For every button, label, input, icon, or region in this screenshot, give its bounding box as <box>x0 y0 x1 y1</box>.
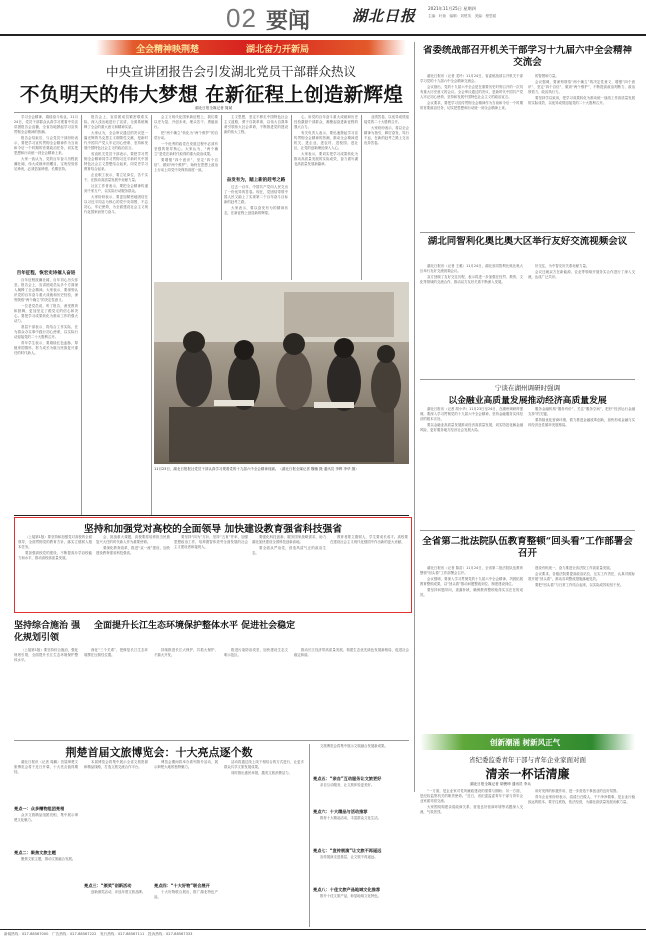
lower-rule <box>14 740 409 741</box>
lead-body-col-1b: 百年征程波澜壮阔，百年初心历久弥坚。报告会上，宣讲团成员从多个方面深入阐释了全会精神。大家表示，要深刻认识党的百年奋斗重大成就和历史经验，深刻领悟“两个确立”的决定性意义。 一位老党员说，听了报告，深受教育和鼓舞，更加坚定了跟党走的信心和决心。要把学习成果转化为推动工作的强大动力。 基层干部表示，将结合工作实际，在为群众办实事中践行初心使命，以实际行动迎接党的二十大胜利召开。 青年学生表示，要赓续红色血脉，厚植家国情怀，努力成长为堪当民族复兴重任的时代新人。 <box>14 278 78 355</box>
story4-byline: 湖北日报讯（记者 陈苗） <box>427 566 467 570</box>
masthead <box>0 0 646 40</box>
footer-rule <box>0 929 646 930</box>
lead-subhead-2: 奋发有为，踏上新的赶考之路 <box>226 178 286 183</box>
expo-byline: 湖北日报讯（记者 周鹏） <box>21 760 61 764</box>
story3-body-col-2: 服务金融机构“服务有价”，关注“服务空间”，把好“经济运行金融支持”的关键。 要持续优化营商环境，着力推进金融改革创新，加快形成金融与实体经济良性循环发展格局。 <box>528 407 635 427</box>
highlight-body-col-1: （上接第1版）要坚持和加强党对高校的全面领导，全面贯彻党的教育方针，落实立德树人根本任务。 要加强高校党的建设，不断提高办学治校能力和水平，推动高校高质量发展。 <box>18 535 92 560</box>
bottom-right-headline: 清亲一杯话清廉 <box>485 767 570 781</box>
story2-body-col-2: 好交往，为中智友好关系贡献力量。 会议还就双方在新能源、农业等领域开展务实合作进行了深入交流，达成广泛共识。 <box>528 264 635 279</box>
lower-left-headline-2: 全面提升长江生态环境保护整体水平 促进社会稳定 <box>94 621 296 631</box>
expo-subhead-4: 亮点四：“十大好物”联合展开 <box>154 883 210 888</box>
highlight-article <box>14 517 412 613</box>
col-divider <box>221 115 222 280</box>
expo-subhead-3: 亮点三：“颁奖”创新活动 <box>84 883 132 888</box>
lead-photo <box>154 282 409 464</box>
expo-body-col-2b: 创新颁奖活动，评选年度文旅品牌。 <box>91 890 146 894</box>
lower-left-body-col-3: 持续推进长江大保护，共抓大保护、不搞大开发。 <box>154 648 218 657</box>
footer-text: 新闻热线：027-88567000 广告热线：027-88567222 发行热线：027-88567111 投诉热线：027-88567333 <box>4 932 193 936</box>
story3-body-col-1: 湖北日报讯（记者 胡小华）11月23日至24日，在湖州调研时强调，要深入学习贯彻党的十九届六中全会精神，坚持金融服务实体经济的根本宗旨。 要以金融业高质量发展推动经济高质量发展，切实防范化解金融风险，更好服务地方经济社会发展大局。 <box>420 407 523 432</box>
story3-kicker: 宁谈在湖州调研时强调 <box>495 384 560 392</box>
middle-subhead-3: 亮点七：“宣传展演”让文旅不再遥远 <box>313 848 382 853</box>
highlight-byline: （上接第1版） <box>25 535 48 539</box>
lead-body-col-3: 会主义现代化国家新征程上，我们要以史为鉴、开创未来，埋头苦干、勇毅前行。 把“两个确立”转化为“两个维护”的自觉行动。 一个优秀的政党在发展过程中必须有坚强的领导核心。大家认为，“两个确立”是党在新时代取得的重大政治成果。 要增强“四个意识”、坚定“四个自信”、做到“两个维护”，始终在思想上政治上行动上同党中央保持高度一致。 <box>154 115 218 172</box>
highlight-body-col-4: 要强化科技创新，服务国家战略需求，助力湖北加快建设全国科技创新高地。 要全面从严治党，营造风清气正的政治生态。 <box>252 535 326 555</box>
highlight-headline: 坚持和加强党对高校的全面领导 加快建设教育强省科技强省 <box>83 524 343 535</box>
lower-left-body-col-5: 推动长江经济带高质量发展，构建生态优先绿色发展新格局，促进社会稳定和谐。 <box>294 648 409 657</box>
editor-line: 主编：叶琼 编辑：刘楚英 美编：程思韬 <box>428 14 497 18</box>
middle-col-body-c: 推荐十大精品活动，丰富群众文化生活。 <box>320 816 382 820</box>
middle-col-body: 文旅博览会将集中展示文旅融合发展新成果。 <box>320 744 388 748</box>
lower-left-body-col-1: （上接第1版）要坚持综合施治，强化规划引领，全面提升长江生态环境保护整体水平。 <box>14 648 78 662</box>
right-rule <box>420 379 635 380</box>
middle-subhead-2: 亮点六：十大精品与活动推荐 <box>313 809 368 814</box>
lead-body-col-4b: 过去一百年，中国共产党向人民交出了一份优异的答卷。现在，党团结带领中国人民又踏上了实现第二个百年奋斗目标新的赶考之路。 大家表示，要以奋发有为的精神状态，在新征程上创造新的辉煌。 <box>224 185 288 215</box>
highlight-body-col-5: 教育者要立德树人，学生要成长成才。高校要在建设社会主义现代化强国中作出新的更大贡献。 <box>330 535 408 544</box>
bottom-right-byline: 湖北日报全媒记者 胡俊坤 通讯员 李兵 <box>470 782 531 786</box>
story1-body-col-2: 的智慧和力量。 会议强调，要深刻领悟“两个确立”的决定性意义，增强“四个意识”、坚定“四个自信”、做到“两个维护”，不断提高政治判断力、政治领悟力、政治执行力。 要坚持学以致用，把学习成果转化为推动统一战线工作高质量发展的实际成效，以优异成绩迎接党的二十大胜利召开。 <box>528 74 635 105</box>
expo-body-col-1: 湖北日报讯（记者 周鹏）首届荆楚文旅博览会将于近日开幕，十大亮点值得期待。 <box>14 760 78 774</box>
col-divider <box>309 744 310 927</box>
col-divider <box>291 115 292 280</box>
lead-kicker: 中央宣讲团报告会引发湖北党员干部群众热议 <box>105 64 356 79</box>
right-rule <box>420 530 635 531</box>
bottom-right-body-col-1: “一方面，是企业家对党风廉政建设的需要与期盼；另一方面，是纪检监察机关的职责使命。”近日，省纪委监委青年干部与青年企业家面对面交流。 大家围绕构建亲清政商关系、营造良好营商环境等话题深入交流，气氛热烈。 <box>420 789 523 814</box>
left-area-rule <box>14 515 409 516</box>
lead-body-col-4: 主义思想，坚定不移走中国特色社会主义道路，勇于自我革命，以伟大自我革命引领伟大社会革命，不断推进党的建设新的伟大工程。 <box>224 115 288 134</box>
story3-headline: 以金融业高质量发展推动经济高质量发展 <box>448 396 607 406</box>
story2-body-col-1: 湖北日报讯（记者 王雅）11月24日，湖北省同智利比奥比奥大区举行友好交流视频会议。 双方回顾了友好交往历程，表示将进一步加强在经贸、教育、文化等领域的交流合作，推动双方友好关系不断深入发展。 <box>420 264 523 284</box>
expo-body-col-4: 活动将通过线上线下相结合的方式进行，让更多群众共享文旅发展成果。 同时推出惠民举措，激发文旅消费活力。 <box>224 760 304 775</box>
story1-headline-1: 省委统战部召开机关干部学习十九届六中全会精神交流会 <box>422 45 632 68</box>
middle-subhead-4: 亮点八：十佳文旅产品地域文化推荐 <box>313 887 381 892</box>
bottom-right-kicker: 省纪委监委青年干部与青年企业家面对面 <box>469 756 586 764</box>
banner-right-text: 湖北奋力开新局 <box>246 45 310 55</box>
story1-byline: 湖北日报讯（记者 龙玲） <box>427 74 467 78</box>
right-col-divider <box>414 42 415 792</box>
col-divider <box>151 115 152 515</box>
brand-logo: 湖北日报 <box>352 7 417 25</box>
story4-body-col-1: 湖北日报讯（记者 陈苗）11月24日，全省第二批法院队伍教育整顿“回头看”工作部署会召开。 会议强调，要深入学习贯彻党的十九届六中全会精神，巩固拓展教育整顿成果，以“回头看”推动问题整改到位、制度建设到位。 要坚持问题导向，查漏补缺，确保教育整顿取得实实在在的成效。 <box>420 566 523 597</box>
banner-left-text: 全会精神映荆楚 <box>136 45 200 55</box>
middle-subhead-1: 亮点五：“亲自”互动服务让文旅更好 <box>313 776 382 781</box>
highlight-body-col-3: 要坚持“四为”方针，坚持“五育”并举，加强思想政治工作，培养德智体美劳全面发展的社会主义建设者和接班人。 <box>174 535 248 549</box>
lower-left-body-col-2: 深化“三个关系”，把修复长江生态环境摆在压倒性位置。 <box>84 648 148 657</box>
col-divider <box>81 115 82 515</box>
expo-body-col-3b: 十大好物联合展出，推广湖北特色产品。 <box>154 890 218 899</box>
lower-left-body-col-4: 推进污染防治攻坚，加快建设生态文明示范区。 <box>224 648 288 657</box>
bottom-right-banner-text: 创新潮涌 树新风正气 <box>490 738 561 747</box>
lead-rule <box>14 112 409 113</box>
right-rule <box>420 232 635 233</box>
lead-photo-caption: 11月23日，湖北日报报社党员干部认真学习观看党的十九届六中全会精神视频。（湖北日报全媒记者 魏锴 摄 通讯员 李辉 李华 摄） <box>154 467 359 471</box>
story1-body-col-1: 湖北日报讯（记者 龙玲）11月24日，省委统战部召开机关干部学习党的十九届六中全会精神交流会。 会议指出，党的十九届六中全会是在重要历史时刻召开的一次具有重大历史意义的会议。全会审议通过的决议，是新时代中国共产党人牢记初心使命、坚持和发展中国特色社会主义的政治宣言。 会议要求，要把学习宣传贯彻全会精神作为当前和今后一个时期的首要政治任务，切实把思想和行动统一到全会精神上来。 <box>420 74 523 110</box>
lead-body-col-5: 心，用党的百年奋斗重大成就和历史经验激励干部群众，凝聚起奋进新征程的强大合力。 有关负责人表示，要迅速掀起学习宣传贯彻全会精神的热潮，推动全会精神进机关、进企业、进农村、进校园、进社区，让党的创新理论深入人心。 大家表示，要切实把学习成果转化为推动高质量发展的实际成效，奋力谱写湖北高质量发展新篇章。 <box>294 115 358 166</box>
highlight-body-col-2: 会、挑战重大课题，高校要将培养担当民族复兴大任的时代新人作为重要使命。 要深化教育改革，推进“双一流”建设，加快建设教育强省科技强省。 <box>96 535 170 555</box>
story3-byline: 湖北日报讯（记者 胡小华） <box>427 407 470 411</box>
expo-body-col-1b: 众多文旅精品组团亮相，集中展示荆楚文化魅力。 <box>14 813 78 822</box>
date-line: 2021年11月25日 星期四 <box>428 6 476 11</box>
bottom-right-banner <box>420 734 635 750</box>
section-title: 要闻 <box>266 9 311 34</box>
expo-subhead-1: 亮点一：众多赠物组团亮相 <box>14 806 65 811</box>
story4-headline: 全省第二批法院队伍教育整顿“回头看”工作部署会召开 <box>422 536 633 559</box>
lower-left-headline-1: 坚持综合施治 强化规划引领 <box>14 621 81 643</box>
masthead-rule <box>0 34 646 36</box>
lead-body-col-6: 业绩答卷，以优异成绩迎接党的二十大胜利召开。 大家纷纷表示，将以全会精神为指引，踔厉奋发、笃行不怠，在新的赶考之路上交出优异答卷。 <box>364 115 409 145</box>
expo-headline: 荆楚首届文旅博览会：十大亮点逐个数 <box>65 746 253 759</box>
expo-body-col-2: 本届博览会将集中展示全省文旅资源和精品线路，打造文旅交流合作平台。 <box>84 760 148 769</box>
col-divider <box>361 115 362 280</box>
lead-body-col-1: 学习全会精神，赓续奋斗伟业。11月24日，党员干部群众认真学习观看中央宣讲团报告会直播，全省各地掀起学习宣传贯彻全会精神的热潮。 报告会结束后，与会党员干部纷纷表示，要把学习宣传贯彻全会精神作为当前和今后一个时期的首要政治任务，切实把思想和行动统一到全会精神上来。 大家一致认为，党的百年奋斗历程波澜壮阔，伟大成就举世瞩目，宝贵经验弥足珍贵，必须倍加珍惜、长期坚持。 <box>14 115 78 171</box>
lead-subhead-1: 百年征程，恢宏史诗催人奋进 <box>16 271 76 276</box>
expo-subhead-2: 亮点二：聚焦文旅主题 <box>14 850 56 855</box>
story2-headline: 湖北同智利化奥比奥大区举行友好交流视频会议 <box>427 236 628 247</box>
middle-col-body-e: 推介十佳文旅产品，彰显地域文化特色。 <box>320 894 382 898</box>
expo-body-col-1c: 聚焦文旅主题，推动文旅融合发展。 <box>21 857 76 861</box>
expo-body-col-3: 博览会期间将举办系列推介活动，展示荆楚大地的独特魅力。 <box>154 760 218 769</box>
topic-banner <box>96 40 406 55</box>
bottom-right-body-col-2: 用好发挥的积极作用，进一步营造干事创业的良好氛围。 青年企业家纷纷表示，清清白白做人、干干净净做事，是企业行稳致远的根本。要守住底线，依法经营，为湖北高质量发展贡献力量。 <box>528 789 635 804</box>
middle-col-body-d: 宣传展演走进基层，让文旅不再遥远。 <box>320 855 378 859</box>
page-number: 02 <box>226 3 257 33</box>
lower-left-byline: （上接第1版） <box>21 648 44 652</box>
lead-byline: 湖北日报全媒记者 简斌 <box>195 106 233 110</box>
story2-byline: 湖北日报讯（记者 王雅） <box>427 264 467 268</box>
middle-col-body-b: 亲自互动服务，让文旅体验更美好。 <box>320 783 375 787</box>
story4-body-col-2: 建设有机统一，奋力推进全省法院工作高质量发展。 会议要求，各级法院要提高政治站位，压实工作责任，认真对照标准开展“回头看”，推动各项整改措施落地见效。 要把“回头看”与日常工作结合起来，以实际成效取信于民。 <box>528 566 635 587</box>
lead-headline: 不负明天的伟大梦想 在新征程上创造新辉煌 <box>19 83 404 106</box>
lead-body-col-2: 报告会上，宣讲团成员紧密联系实际，深入浅出地进行了宣讲，全面系统阐释了全会的重大意义和精神实质。 大家认为，全会审议通过的决议是一篇光辉的马克思主义纲领性文献，是新时代中国共产党人牢记初心使命、坚持和发展中国特色社会主义的政治宣言。 省直机关党员干部表示，要把学习贯彻全会精神同学习贯彻习近平新时代中国特色社会主义思想结合起来，同党史学习教育结合起来。 企业职工表示，要立足岗位、苦干实干，在推动高质量发展中贡献力量。 社区工作者表示，要把全会精神传递到千家万户，以实际行动服务群众。 大家纷纷表示，要更加紧密地团结在以习近平同志为核心的党中央周围，不忘初心、牢记使命，为全面建设社会主义现代化国家而努力奋斗。 <box>84 115 148 214</box>
